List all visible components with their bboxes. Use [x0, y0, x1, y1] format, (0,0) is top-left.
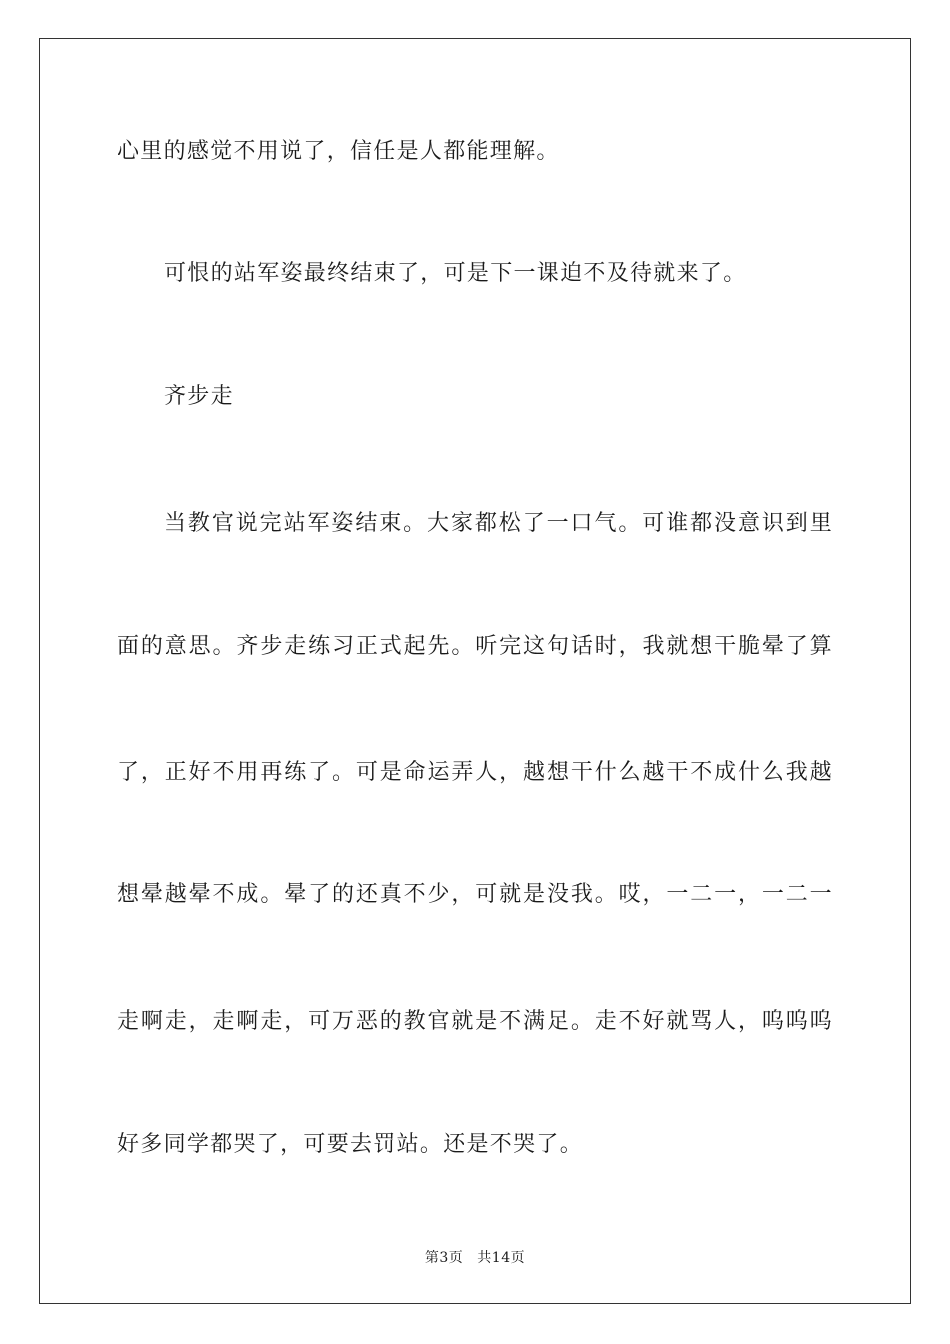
paragraph-line-8: 走啊走，走啊走，可万恶的教官就是不满足。走不好就骂人，呜呜呜 [117, 1009, 833, 1034]
paragraph-line-9: 好多同学都哭了，可要去罚站。还是不哭了。 [117, 1132, 584, 1157]
page-total: 共14页 [477, 1250, 526, 1266]
paragraph-line-4: 当教官说完站军姿结束。大家都松了一口气。可谁都没意识到里 [164, 511, 833, 536]
section-heading: 齐步走 [164, 384, 234, 409]
paragraph-line-2: 可恨的站军姿最终结束了，可是下一课迫不及待就来了。 [164, 261, 747, 286]
paragraph-line-1: 心里的感觉不用说了，信任是人都能理解。 [117, 139, 560, 164]
page-footer [0, 1248, 950, 1268]
paragraph-line-5: 面的意思。齐步走练习正式起先。听完这句话时，我就想干脆晕了算 [117, 634, 833, 659]
paragraph-line-7: 想晕越晕不成。晕了的还真不少，可就是没我。哎，一二一，一二一 [117, 882, 833, 907]
page-border [39, 38, 911, 1304]
paragraph-line-6: 了，正好不用再练了。可是命运弄人，越想干什么越干不成什么我越 [117, 760, 833, 785]
page-number: 第3页 [424, 1250, 464, 1266]
